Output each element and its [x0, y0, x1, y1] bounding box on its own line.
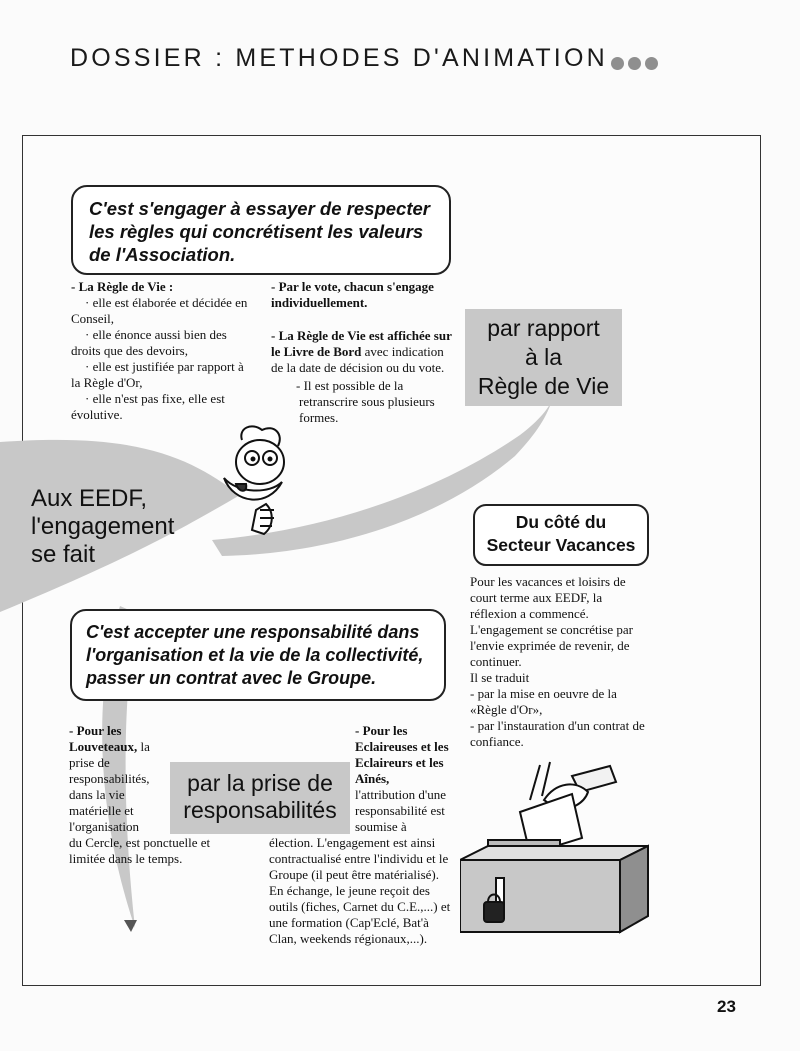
- callout-regle-de-vie: [465, 309, 622, 406]
- callout-line: par rapport: [487, 315, 600, 341]
- paragraph-vote: - Par le vote, chacun s'engage individuellement.: [271, 279, 434, 310]
- title-line: Aux EEDF,: [31, 485, 148, 512]
- title-line: se fait: [31, 541, 96, 568]
- ballot-box-icon: [460, 760, 650, 940]
- paragraph-affichee-rest: avec indication de la date de décision ou du vote.: [271, 344, 445, 375]
- quote-line: l'organisation et la vie de la collectivité,: [86, 645, 424, 665]
- title-engagement: [31, 485, 174, 569]
- list-item: · elle n'est pas fixe, elle est évolutive.: [71, 391, 225, 422]
- paragraph-affichee-bold: - La Règle de Vie est affichée sur le Livre de Bord: [271, 328, 452, 359]
- callout-line: Règle de Vie: [477, 373, 610, 399]
- paragraph-louveteaux-bold: - Pour les Louveteaux,: [69, 723, 138, 754]
- quote-responsabilite: [70, 609, 446, 701]
- column-heading: - La Règle de Vie :: [71, 279, 174, 294]
- paragraph-retranscrire: - Il est possible de la retranscrire sous plusieurs formes.: [296, 378, 435, 425]
- paragraph: - par l'instauration d'un contrat de confiance.: [470, 718, 645, 749]
- column-secteur-vacances: [470, 574, 647, 750]
- paragraph: Pour les vacances et loisirs de court terme aux EEDF, la réflexion a commencé. L'engagement se concrétise par l'envie exprimée de revenir, de continuer.: [470, 574, 633, 669]
- quote-line: les règles qui concrétisent les valeurs: [89, 221, 424, 242]
- quote-engagement-regles: [71, 185, 451, 275]
- mascot-thumbs-up-icon: [212, 420, 294, 550]
- callout-responsabilites: [170, 762, 350, 834]
- paragraph: Il se traduit: [470, 670, 530, 685]
- paragraph: - par la mise en oeuvre de la «Règle d'Or»,: [470, 686, 617, 717]
- quote-line: passer un contrat avec le Groupe.: [86, 668, 377, 688]
- box-line: Secteur Vacances: [486, 535, 636, 555]
- page-header: DOSSIER : METHODES D'ANIMATION: [70, 44, 608, 72]
- callout-line: par la prise de: [187, 770, 333, 796]
- list-item: · elle énonce aussi bien des droits que des devoirs,: [71, 327, 227, 358]
- quote-line: C'est s'engager à essayer de respecter: [89, 198, 430, 219]
- callout-line: responsabilités: [183, 797, 337, 823]
- list-item: · elle est justifiée par rapport à la Règle d'Or,: [71, 359, 244, 390]
- column-vote: [271, 279, 452, 426]
- page-number: 23: [717, 997, 736, 1016]
- column-regle-de-vie: [71, 279, 253, 423]
- paragraph-louveteaux-rest: la prise de responsabilités, dans la vie matérielle et l'organisation du Cercle, est ponctuelle et limitée dans le temps.: [69, 739, 211, 866]
- box-line: Du côté du: [515, 512, 607, 532]
- list-item: · elle est élaborée et décidée en Conseil,: [71, 295, 248, 326]
- paragraph-eclaireurs-rest: l'attribution d'une responsabilité est soumise à élection. L'engagement est ainsi contractualisé entre l'individu et le Groupe (il peut être matérialisé). En échange, le jeune reçoit des outils (fiches, Carnet du C.E.,...) et une formation (Cap'Eclé, Bat'à Clan, weekends régionaux,...).: [269, 787, 451, 946]
- quote-line: de l'Association.: [89, 244, 236, 265]
- column-eclaireurs: [269, 723, 451, 947]
- callout-line: à la: [524, 344, 563, 370]
- title-line: l'engagement: [31, 513, 175, 540]
- quote-line: C'est accepter une responsabilité dans: [86, 622, 420, 642]
- paragraph-eclaireurs-bold: - Pour les Eclaireuses et les Eclaireurs et les Aînés,: [355, 723, 449, 786]
- secteur-vacances-box: [473, 504, 649, 566]
